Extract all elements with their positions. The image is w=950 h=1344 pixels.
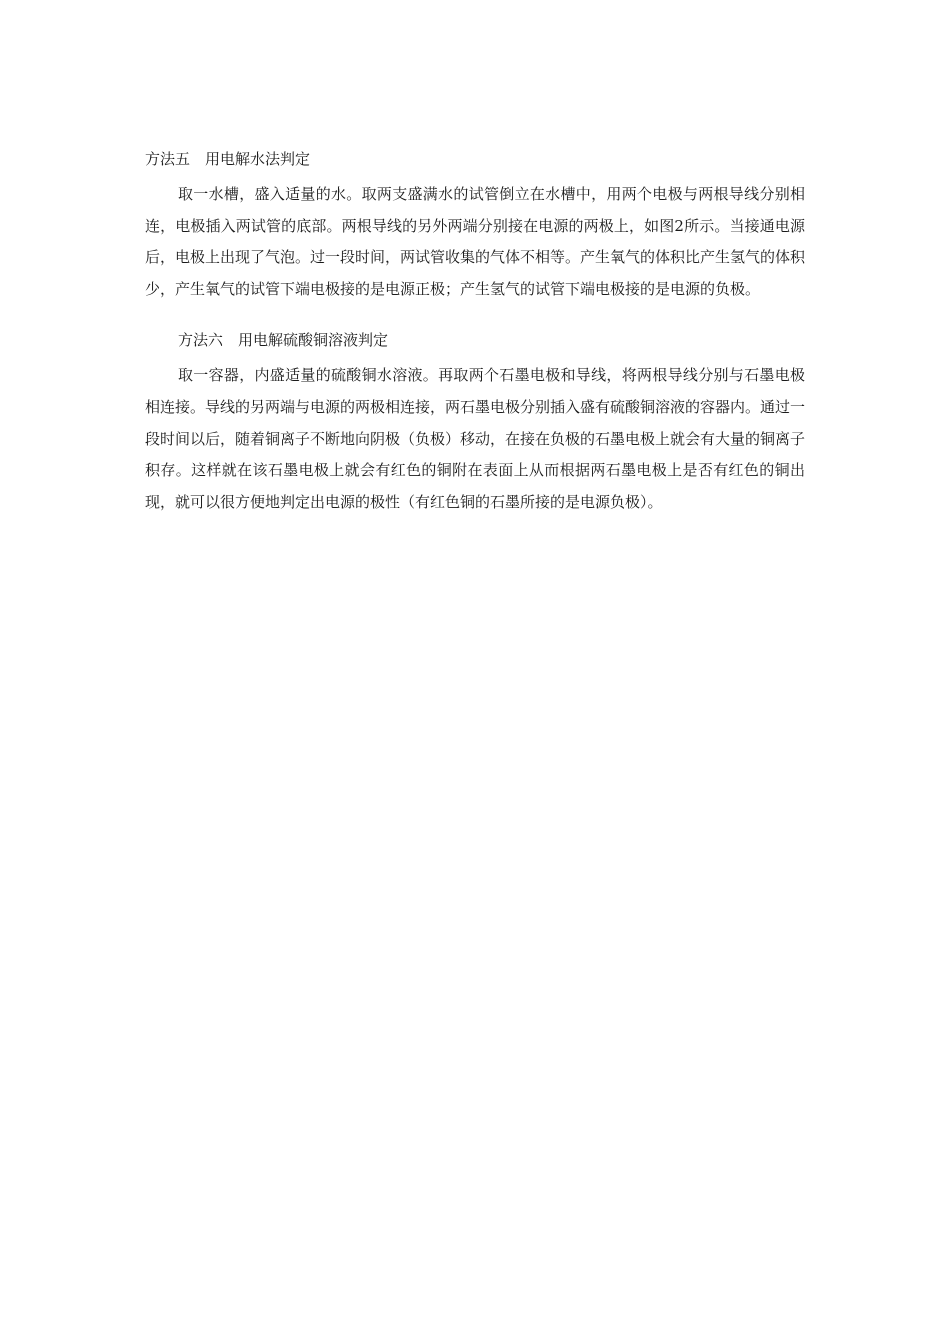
section-paragraph-method-5: 取一水槽，盛入适量的水。取两支盛满水的试管倒立在水槽中，用两个电极与两根导线分别相连，电极插入两试管的底部。两根导线的另外两端分别接在电源的两极上，如图2所示。当接通电源后，电极上出现了气泡。过一段时间，两试管收集的气体不相等。产生氧气的体积比产生氢气的体积少，产生氧气的试管下端电极接的是电源正极；产生氢气的试管下端电极接的是电源的负极。 [145, 185, 806, 298]
section-heading-method-6: 方法六 用电解硫酸铜溶液判定 [178, 331, 389, 350]
section-spacer [145, 305, 805, 329]
document-body [145, 148, 805, 518]
section-paragraph-method-6: 取一容器，内盛适量的硫酸铜水溶液。再取两个石墨电极和导线，将两根导线分别与石墨电极相连接。导线的另两端与电源的两极相连接，两石墨电极分别插入盛有硫酸铜溶液的容器内。通过一段时间以后，随着铜离子不断地向阴极（负极）移动，在接在负极的石墨电极上就会有大量的铜离子积存。这样就在该石墨电极上就会有红色的铜附在表面上从而根据两石墨电极上是否有红色的铜出现，就可以很方便地判定出电源的极性（有红色铜的石墨所接的是电源负极）。 [145, 366, 806, 511]
section-heading-method-5: 方法五 用电解水法判定 [145, 150, 311, 168]
